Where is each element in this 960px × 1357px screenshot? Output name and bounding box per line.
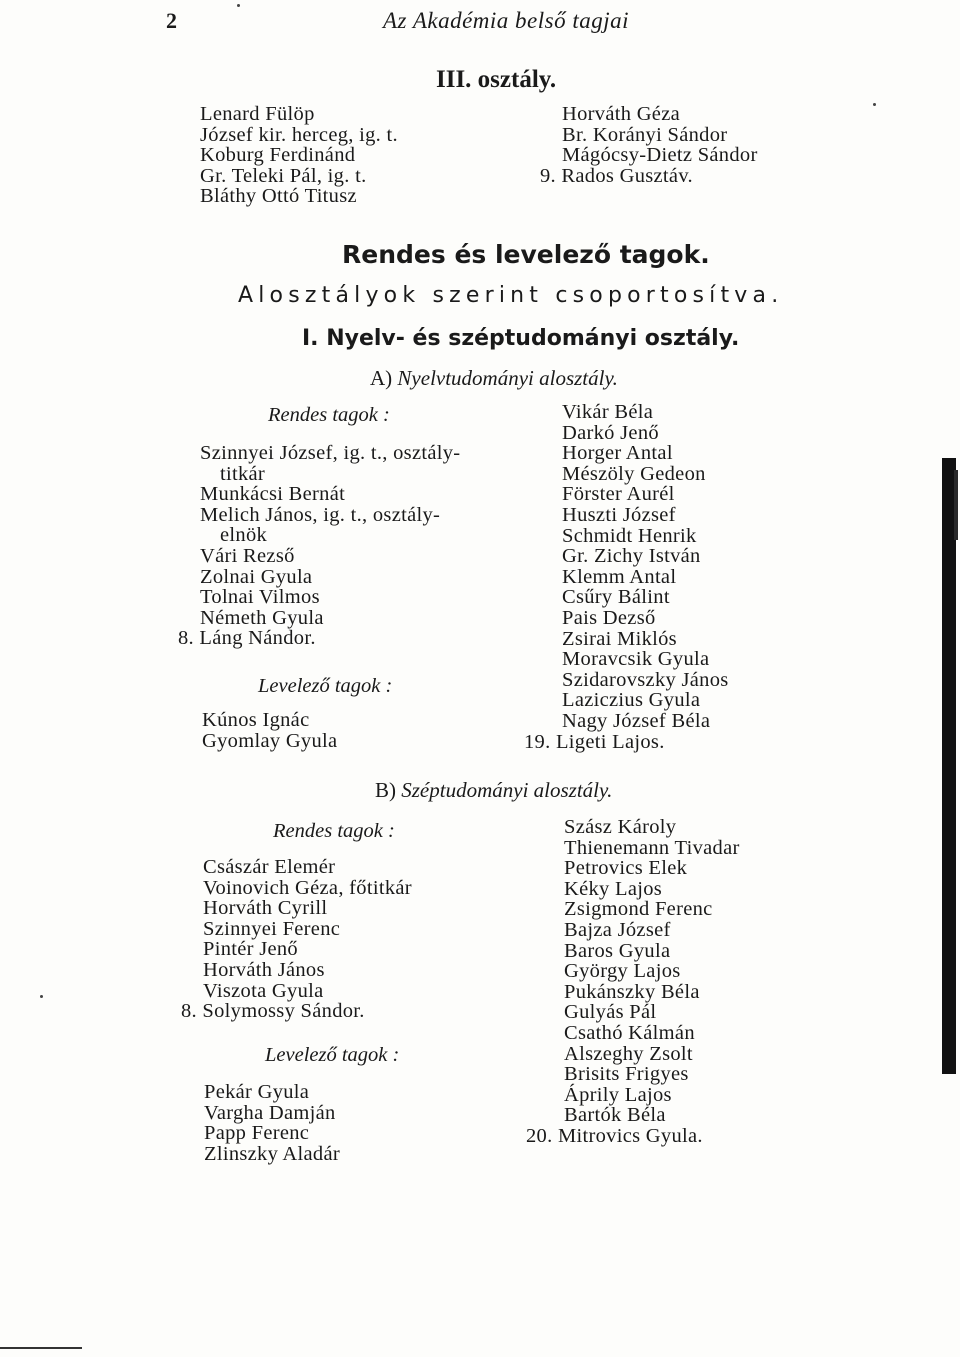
list-item: Melich János, ig. t., osztály- <box>200 503 441 526</box>
list-item: Horger Antal <box>562 442 673 465</box>
list-item: 9. Rados Gusztáv. <box>540 164 693 187</box>
list-item: Huszti József <box>562 503 676 526</box>
scan-edge-mark <box>942 458 956 1074</box>
list-item: titkár <box>220 462 266 485</box>
list-item: Lenard Fülöp <box>200 103 315 125</box>
list-item: Bartók Béla <box>564 1104 666 1127</box>
levelezo-label-b: Levelező tagok : <box>265 1044 400 1066</box>
list-item: József kir. herceg, ig. t. <box>200 123 398 146</box>
list-item: Zsirai Miklós <box>562 627 677 650</box>
scan-speck <box>40 995 43 998</box>
list-item: Csathó Kálmán <box>564 1021 695 1044</box>
list-item: Németh Gyula <box>200 606 324 629</box>
rendes-label-a: Rendes tagok : <box>268 404 390 426</box>
subsection-b-left-list <box>181 856 412 1023</box>
list-item: Bláthy Ottó Titusz <box>200 185 357 208</box>
subsection-a-title: A) Nyelvtudományi alosztály. <box>370 366 618 390</box>
list-item: Gr. Zichy István <box>562 545 701 568</box>
heading-title: Rendes és levelező tagok. <box>342 240 710 269</box>
list-item: Szidarovszky János <box>562 668 729 691</box>
list-item: Horváth Géza <box>562 103 681 125</box>
scan-speck <box>873 103 876 106</box>
scan-speck <box>237 4 240 7</box>
list-item: Koburg Ferdinánd <box>200 144 356 167</box>
list-item: Zsigmond Ferenc <box>564 898 713 921</box>
list-item: Petrovics Elek <box>564 857 688 880</box>
levelezo-label-a: Levelező tagok : <box>258 675 393 697</box>
list-item: Darkó Jenő <box>562 421 659 444</box>
list-item: 8. Solymossy Sándor. <box>181 1000 365 1023</box>
list-item: Gr. Teleki Pál, ig. t. <box>200 164 367 187</box>
list-item: 19. Ligeti Lajos. <box>524 730 665 753</box>
list-item: 8. Láng Nándor. <box>178 627 316 650</box>
rendes-label-b: Rendes tagok : <box>273 820 395 842</box>
subsection-a-right-list <box>524 401 729 753</box>
class-title: I. Nyelv- és széptudományi osztály. <box>302 326 740 351</box>
list-item: Vargha Damján <box>204 1101 336 1124</box>
list-item: Thienemann Tivadar <box>564 836 740 859</box>
list-item: Baros Gyula <box>564 939 671 962</box>
list-item: Munkácsi Bernát <box>200 483 346 506</box>
subsection-b-levelezo-list <box>204 1082 340 1164</box>
list-item: 20. Mitrovics Gyula. <box>526 1124 703 1147</box>
list-item: Vári Rezső <box>200 544 295 567</box>
section-iii-right-list <box>540 103 758 187</box>
list-item: Horváth János <box>203 958 325 981</box>
list-item: Császár Elemér <box>203 856 336 878</box>
list-item: Mészöly Gedeon <box>562 462 706 485</box>
list-item: Klemm Antal <box>562 565 677 588</box>
list-item: Laziczius Gyula <box>562 689 701 712</box>
list-item: elnök <box>220 524 268 547</box>
list-item: Zolnai Gyula <box>200 565 313 588</box>
scan-edge-mark <box>954 470 958 540</box>
list-item: Pintér Jenő <box>203 938 298 961</box>
list-item: Kúnos Ignác <box>202 709 310 731</box>
subsection-b-right-list <box>526 816 740 1147</box>
list-item: Moravcsik Gyula <box>562 648 710 671</box>
list-item: Voinovich Géza, főtitkár <box>203 876 412 899</box>
list-item: Alszeghy Zsolt <box>564 1042 693 1065</box>
subsection-b-title: B) Széptudományi alosztály. <box>375 778 613 802</box>
list-item: Br. Korányi Sándor <box>562 123 728 146</box>
list-item: Nagy József Béla <box>562 709 711 732</box>
list-item: Papp Ferenc <box>204 1122 310 1145</box>
list-item: Szinnyei József, ig. t., osztály- <box>200 442 461 464</box>
list-item: György Lajos <box>564 960 681 983</box>
list-item: Vikár Béla <box>562 401 654 423</box>
list-item: Zlinszky Aladár <box>204 1142 341 1165</box>
list-item: Viszota Gyula <box>203 979 324 1002</box>
list-item: Gyomlay Gyula <box>202 729 338 752</box>
list-item: Schmidt Henrik <box>562 524 697 547</box>
list-item: Förster Aurél <box>562 483 675 506</box>
section-iii-left-list <box>200 104 398 207</box>
running-title: Az Akadémia belső tagjai <box>383 8 630 33</box>
list-item: Áprily Lajos <box>564 1083 672 1106</box>
list-item: Mágócsy-Dietz Sándor <box>562 144 758 167</box>
list-item: Csűry Bálint <box>562 586 670 609</box>
list-item: Pukánszky Béla <box>564 980 700 1003</box>
section-iii-title: III. osztály. <box>436 66 557 93</box>
list-item: Szász Károly <box>564 816 677 838</box>
list-item: Tolnai Vilmos <box>200 586 320 609</box>
list-item: Pais Dezső <box>562 606 656 629</box>
heading-subtitle: Alosztályok szerint csoportosítva. <box>238 283 784 308</box>
subsection-a-levelezo-list <box>202 710 337 751</box>
page-number: 2 <box>166 8 177 33</box>
list-item: Gulyás Pál <box>564 1001 657 1024</box>
list-item: Pekár Gyula <box>204 1081 310 1103</box>
list-item: Kéky Lajos <box>564 877 663 900</box>
list-item: Szinnyei Ferenc <box>203 917 341 940</box>
scan-bottom-mark <box>0 1347 82 1349</box>
subsection-a-left-list <box>178 442 461 650</box>
list-item: Horváth Cyrill <box>203 897 328 920</box>
list-item: Brisits Frigyes <box>564 1063 689 1086</box>
list-item: Bajza József <box>564 918 671 941</box>
